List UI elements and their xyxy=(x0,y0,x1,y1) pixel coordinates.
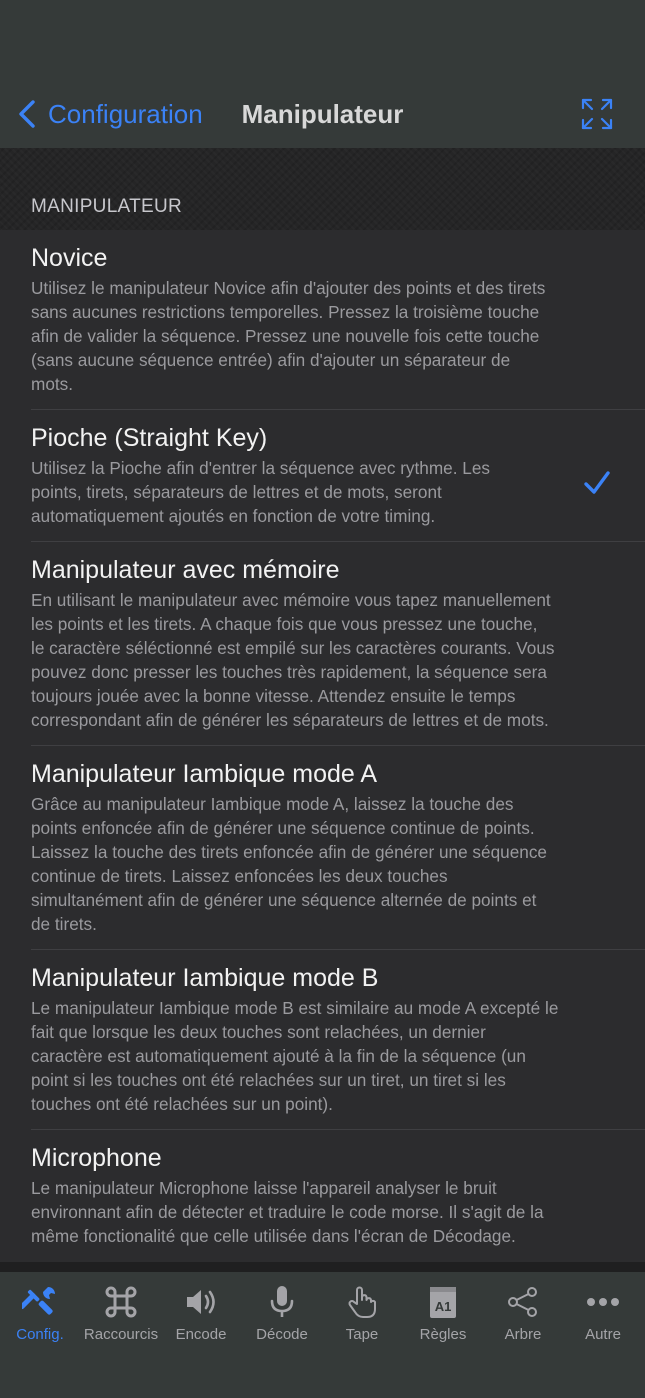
desc-line: point si les touches ont été relachées sur un tiret, un tiret si les xyxy=(31,1070,506,1090)
tab-label: Tape xyxy=(345,1326,379,1343)
tab-label: Arbre xyxy=(504,1326,542,1343)
item-description xyxy=(31,996,616,1116)
tab-label: Raccourcis xyxy=(83,1326,159,1343)
list-item-iambic-b[interactable] xyxy=(0,950,645,1130)
desc-line: mots. xyxy=(31,374,74,394)
desc-line: pouvez donc presser les touches très rapidement, la séquence sera xyxy=(31,662,547,682)
list-item-straight-key[interactable] xyxy=(0,410,645,542)
item-title: Manipulateur avec mémoire xyxy=(31,556,340,584)
desc-line: simultanément afin de générer une séquence alternée de points et xyxy=(31,890,537,910)
desc-line: Utilisez la Pioche afin d'entrer la séquence avec rythme. Les xyxy=(31,458,490,478)
desc-line: Le manipulateur Iambique mode B est similaire au mode A excepté le xyxy=(31,998,559,1018)
tree-share-icon xyxy=(505,1284,541,1320)
list-item-novice[interactable] xyxy=(0,230,645,410)
tab-label: Décode xyxy=(256,1326,308,1343)
page-title: Manipulateur xyxy=(241,99,404,129)
desc-line: toujours jouée avec la bonne vitesse. Attendez ensuite le temps xyxy=(31,686,516,706)
item-description xyxy=(31,1176,616,1248)
desc-line: Utilisez le manipulateur Novice afin d'ajouter des points et des tirets xyxy=(31,278,546,298)
desc-line: automatiquement ajoutés en fonction de votre timing. xyxy=(31,506,436,526)
desc-line: de tirets. xyxy=(31,914,97,934)
list-item-microphone[interactable] xyxy=(0,1130,645,1262)
desc-line: le caractère séléctionné est empilé sur les caractères courants. Vous xyxy=(31,638,555,658)
desc-line: En utilisant le manipulateur avec mémoire vous tapez manuellement xyxy=(31,590,551,610)
tools-icon xyxy=(22,1284,58,1320)
tab-shortcuts[interactable] xyxy=(81,1272,161,1352)
tab-label: Autre xyxy=(585,1326,621,1343)
desc-line: points, tirets, séparateurs de lettres et de mots, seront xyxy=(31,482,442,502)
desc-line: environnant afin de détecter et traduire le code morse. Il s'agit de la xyxy=(31,1202,544,1222)
item-description xyxy=(31,276,616,396)
expand-icon[interactable] xyxy=(580,97,614,131)
desc-line: points enfoncée afin de générer une séquence continue de points. xyxy=(31,818,535,838)
item-title: Manipulateur Iambique mode B xyxy=(31,964,379,992)
list-footer xyxy=(0,1262,645,1272)
desc-line: même fonctionalité que celle utilisée dans l'écran de Décodage. xyxy=(31,1226,516,1246)
desc-line: Grâce au manipulateur Iambique mode A, laissez la touche des xyxy=(31,794,514,814)
item-title: Manipulateur Iambique mode A xyxy=(31,760,378,788)
tab-label: Règles xyxy=(419,1326,467,1343)
tab-bar xyxy=(0,1272,645,1398)
desc-line: afin de valider la séquence. Pressez une nouvelle fois cette touche xyxy=(31,326,540,346)
desc-line: (sans aucune séquence entrée) afin d'ajouter un séparateur de xyxy=(31,350,511,370)
list-item-iambic-a[interactable] xyxy=(0,746,645,950)
item-title: Novice xyxy=(31,244,108,272)
microphone-icon xyxy=(264,1284,300,1320)
desc-line: sans aucunes restrictions temporelles. Pressez la troisième touche xyxy=(31,302,540,322)
desc-line: Le manipulateur Microphone laisse l'appareil analyser le bruit xyxy=(31,1178,497,1198)
desc-line: fait que lorsque les deux touches sont relachées, un dernier xyxy=(31,1022,486,1042)
speaker-icon xyxy=(183,1284,219,1320)
desc-line: correspondant afin de générer les séparateurs de lettres et de mots. xyxy=(31,710,549,730)
tab-label: Config. xyxy=(16,1326,64,1343)
tab-decode[interactable] xyxy=(242,1272,322,1352)
checkmark-icon xyxy=(583,469,611,497)
desc-line: continue de tirets. Laissez enfoncées les deux touches xyxy=(31,866,448,886)
tab-rules[interactable] xyxy=(403,1272,483,1352)
item-description xyxy=(31,792,616,936)
navigation-bar xyxy=(0,0,645,148)
item-title: Pioche (Straight Key) xyxy=(31,424,268,452)
hand-tap-icon xyxy=(344,1284,380,1320)
tab-more[interactable] xyxy=(563,1272,643,1352)
item-description xyxy=(31,456,571,528)
desc-line: les points et les tirets. A chaque fois que vous pressez une touche, xyxy=(31,614,538,634)
tab-encode[interactable] xyxy=(161,1272,241,1352)
section-title: MANIPULATEUR xyxy=(31,196,183,217)
desc-line: caractère est automatiquement ajouté à la fin de la séquence (un xyxy=(31,1046,526,1066)
tab-config[interactable] xyxy=(0,1272,80,1352)
rules-book-icon xyxy=(425,1284,461,1320)
back-label: Configuration xyxy=(48,98,203,129)
desc-line: touches ont été relachées sur un point). xyxy=(31,1094,333,1114)
tab-tree[interactable] xyxy=(483,1272,563,1352)
more-icon xyxy=(585,1284,621,1320)
tab-tape[interactable] xyxy=(322,1272,402,1352)
item-description xyxy=(31,588,616,732)
list-item-memory-keyer[interactable] xyxy=(0,542,645,746)
tab-label: Encode xyxy=(175,1326,227,1343)
svg-text:A1: A1 xyxy=(434,1299,452,1314)
desc-line: Laissez la touche des tirets enfoncée afin de générer une séquence xyxy=(31,842,547,862)
item-title: Microphone xyxy=(31,1144,162,1172)
command-icon xyxy=(103,1284,139,1320)
